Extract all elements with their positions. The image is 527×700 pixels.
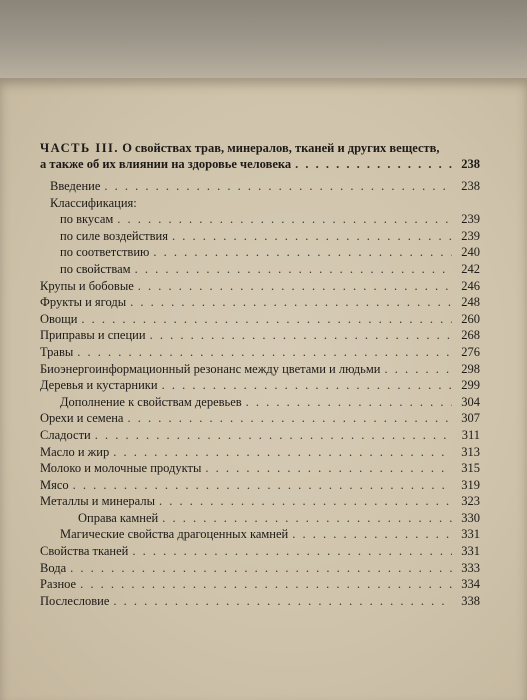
toc-entry-page: 260 (461, 311, 480, 326)
toc-entry (40, 261, 480, 278)
toc-entry (40, 526, 480, 543)
toc-entry (40, 361, 480, 378)
part-page-number: 238 (461, 157, 480, 171)
part-title-line1: О свойствах трав, минералов, тканей и других веществ, (122, 141, 440, 155)
toc-entry-page: 268 (461, 328, 480, 343)
toc-entry-page: 239 (461, 212, 480, 227)
leader-dots (135, 261, 452, 278)
toc-entry-title: Магические свойства драгоценных камней (60, 527, 289, 542)
table-of-contents (40, 140, 480, 609)
toc-entry-title: Сладости (40, 427, 91, 442)
toc-entry (40, 427, 480, 444)
toc-entry-page: 248 (461, 295, 480, 310)
toc-entry (40, 178, 480, 195)
toc-entry-title: Мясо (40, 477, 69, 492)
toc-entry-title: по свойствам (60, 261, 131, 276)
part-heading (40, 140, 480, 172)
toc-entry-page: 333 (461, 560, 480, 575)
toc-entry-page: 299 (461, 378, 480, 393)
toc-entry-title: Металлы и минералы (40, 494, 155, 509)
toc-entry-page: 304 (461, 394, 480, 409)
toc-entry (40, 344, 480, 361)
leader-dots (159, 493, 452, 510)
part-title-line2: а также об их влиянии на здоровье человека (40, 157, 292, 171)
toc-entry (40, 560, 480, 577)
part-label: ЧАСТЬ III. (40, 141, 120, 155)
leader-dots (292, 526, 452, 543)
toc-entry (40, 327, 480, 344)
toc-entry-title: Дополнение к свойствам деревьев (60, 394, 242, 409)
leader-dots (73, 477, 452, 494)
toc-entry-page: 331 (461, 544, 480, 559)
toc-entry (40, 477, 480, 494)
leader-dots (95, 427, 452, 444)
toc-entry (40, 278, 480, 295)
leader-dots (113, 444, 452, 461)
leader-dots (80, 576, 452, 593)
toc-entry-page: 298 (461, 361, 480, 376)
leader-dots (162, 510, 452, 527)
toc-entry (40, 593, 480, 610)
toc-entry-title: Биоэнергоинформационный резонанс между цветами и людьми (40, 361, 381, 376)
toc-entry-title: по соответствию (60, 245, 150, 260)
toc-entry-page: 276 (461, 344, 480, 359)
toc-entry-page: 238 (461, 179, 480, 193)
toc-entry-title: Свойства тканей (40, 544, 129, 559)
leader-dots (127, 410, 452, 427)
toc-entry (40, 377, 480, 394)
leader-dots (130, 294, 452, 311)
toc-entry-title: Деревья и кустарники (40, 378, 158, 393)
leader-dots (138, 278, 452, 295)
toc-entry-title: Молоко и молочные продукты (40, 461, 202, 476)
toc-entry-page: 246 (461, 278, 480, 293)
leader-dots (295, 156, 452, 172)
toc-entry-title: Орехи и семена (40, 411, 124, 426)
part-heading-line1 (40, 140, 480, 156)
toc-entry-title: Овощи (40, 311, 78, 326)
toc-entry-title: Оправа камней (78, 510, 159, 525)
leader-dots (205, 460, 452, 477)
toc-entry (40, 493, 480, 510)
toc-entry (40, 510, 480, 527)
leader-dots (132, 543, 452, 560)
leader-dots (172, 228, 452, 245)
toc-entry (40, 211, 480, 228)
toc-entry (40, 244, 480, 261)
toc-entry-page: 239 (461, 228, 480, 243)
toc-entry-title: Масло и жир (40, 444, 110, 459)
toc-entry-page: 240 (461, 245, 480, 260)
toc-entry-title: Приправы и специи (40, 328, 146, 343)
toc-entry-page: 311 (461, 427, 480, 442)
toc-entry (40, 543, 480, 560)
toc-entry (40, 195, 480, 212)
toc-entry-page: 313 (461, 444, 480, 459)
toc-entry (40, 228, 480, 245)
toc-entry (40, 576, 480, 593)
toc-entry-page: 323 (461, 494, 480, 509)
leader-dots (384, 361, 452, 378)
toc-entry (40, 460, 480, 477)
toc-entry-page: 334 (461, 577, 480, 592)
toc-entry-title: по силе воздействия (60, 228, 168, 243)
leader-dots (117, 211, 452, 228)
part-heading-line2 (40, 156, 480, 172)
toc-entry-page: 338 (461, 593, 480, 608)
toc-entry (40, 311, 480, 328)
toc-entry-page: 319 (461, 477, 480, 492)
toc-entry-page: 330 (461, 510, 480, 525)
toc-entry-title: Крупы и бобовые (40, 278, 134, 293)
toc-entry-title: Травы (40, 344, 74, 359)
toc-entry (40, 294, 480, 311)
leader-dots (104, 178, 452, 195)
leader-dots (113, 593, 452, 610)
toc-entry (40, 394, 480, 411)
leader-dots (153, 244, 452, 261)
toc-entry-title: Классификация: (50, 195, 137, 210)
toc-entry-title: Разное (40, 577, 77, 592)
toc-entry-title: Введение (50, 179, 101, 193)
toc-entry (40, 410, 480, 427)
toc-entry-title: Вода (40, 560, 67, 575)
toc-entry-title: по вкусам (60, 212, 114, 227)
leader-dots (70, 560, 452, 577)
leader-dots (150, 327, 452, 344)
leader-dots (162, 377, 452, 394)
leader-dots (246, 394, 452, 411)
toc-entries (40, 178, 480, 609)
toc-entry (40, 444, 480, 461)
toc-entry-title: Фрукты и ягоды (40, 295, 127, 310)
leader-dots (77, 344, 452, 361)
toc-entry-title: Послесловие (40, 593, 110, 608)
toc-entry-page: 331 (461, 527, 480, 542)
toc-entry-page: 315 (461, 461, 480, 476)
toc-entry-page: 242 (461, 261, 480, 276)
toc-entry-page: 307 (461, 411, 480, 426)
leader-dots (81, 311, 452, 328)
